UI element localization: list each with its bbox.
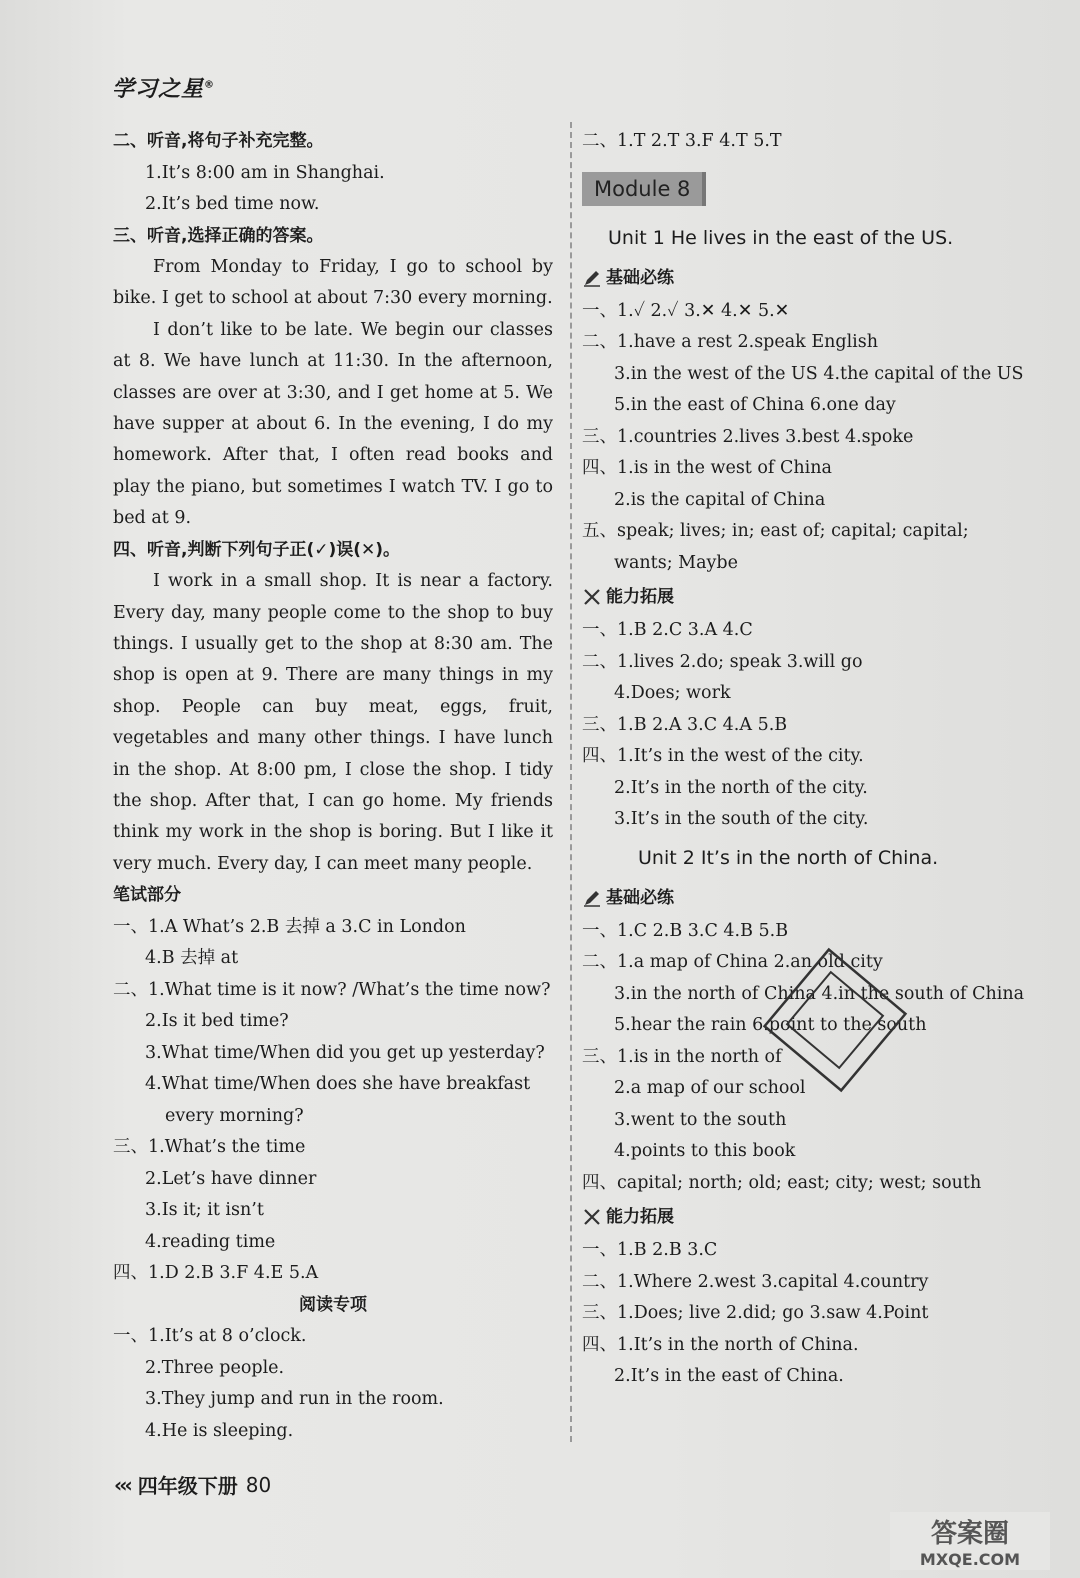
column-divider xyxy=(570,122,572,1442)
answer-line: 一、1.✓ 2.✓ 3.✕ 4.✕ 5.✕ xyxy=(582,300,790,321)
answer-line: 三、1.is in the north of xyxy=(582,1046,782,1067)
answer-line: 一、1.It’s at 8 o’clock. xyxy=(113,1326,307,1347)
module-banner: Module 8 xyxy=(582,172,706,206)
answer-line: 3.Is it; it isn’t xyxy=(145,1200,264,1221)
ink-stamp xyxy=(745,930,925,1110)
basic-practice-heading: 基础必练 xyxy=(582,260,1022,296)
answer-line: 三、1.countries 2.lives 3.best 4.spoke xyxy=(582,426,914,447)
transcript-paragraph: From Monday to Friday, I go to school by bike. I get to school at about 7:30 every morning. xyxy=(113,257,553,309)
extension-heading: 能力拓展 xyxy=(582,579,1022,615)
answer-line: 四、1.It’s in the west of the city. xyxy=(582,746,864,766)
unit-title: Unit 2 It’s in the north of China. xyxy=(638,846,939,869)
grade-label: 四年级下册 xyxy=(137,1474,238,1498)
pencil-icon xyxy=(582,268,602,288)
page-footer xyxy=(114,1470,271,1499)
answer-line: 2.It’s in the north of the city. xyxy=(614,777,868,798)
answer-line: 三、1.B 2.A 3.C 4.A 5.B xyxy=(582,714,788,735)
answer-line: 5.hear the rain 6.point to the south xyxy=(614,1015,927,1035)
answer-line: 2.It’s in the east of China. xyxy=(614,1366,844,1386)
answer-line: 三、1.Does; live 2.did; go 3.saw 4.Point xyxy=(582,1303,929,1323)
chevron-left-icon: ‹‹‹ xyxy=(114,1472,130,1497)
section-heading: 二、听音,将句子补充完整。 xyxy=(113,131,324,151)
answer-line: 四、1.D 2.B 3.F 4.E 5.A xyxy=(113,1263,319,1284)
answer-line: 二、1.What time is it now? /What’s the time now? xyxy=(113,979,551,1000)
answer-line: 2.Is it bed time? xyxy=(145,1011,289,1032)
scissors-icon xyxy=(582,1207,602,1227)
reading-heading: 阅读专项 xyxy=(299,1294,367,1315)
unit-title: Unit 1 He lives in the east of the US. xyxy=(608,226,954,249)
answer-line: 2.a map of our school xyxy=(614,1078,806,1098)
answer-line: 4.reading time xyxy=(145,1231,276,1252)
scissors-icon xyxy=(582,587,602,607)
answer-line: 一、1.A What’s 2.B 去掉 a 3.C in London xyxy=(113,916,466,937)
svg-text:答案圈: 答案圈 xyxy=(930,1519,1010,1549)
answer-line: 4.He is sleeping. xyxy=(145,1420,294,1441)
answer-line: every morning? xyxy=(165,1105,304,1126)
answer-line: 1.It’s 8:00 am in Shanghai. xyxy=(145,162,385,183)
answer-line: 四、capital; north; old; east; city; west; south xyxy=(582,1172,982,1193)
answer-line: 4.points to this book xyxy=(614,1141,796,1161)
brand-logo: 学习之星® xyxy=(112,77,216,102)
page-number: 80 xyxy=(245,1472,272,1497)
transcript-paragraph: I work in a small shop. It is near a factory. Every day, many people come to the shop to buy things. I usually get to the shop at 8:30 am. The shop is open at 9. There are many things in my shop. People can buy meat, eggs, fruit, vegetables and many other things. I have lunch in the shop. At 8:00 pm, I close the shop. I tidy the shop. After that, I can go home. My friends think my work in the shop is boring. But I like it very much. Every day, I can meet many people. xyxy=(113,571,553,874)
answer-line: 一、1.B 2.C 3.A 4.C xyxy=(582,620,753,640)
answer-line: 4.B 去掉 at xyxy=(145,948,239,969)
answer-line: 3.What time/When did you get up yesterday? xyxy=(145,1042,545,1063)
left-column xyxy=(113,126,553,1447)
answer-line: 四、1.is in the west of China xyxy=(582,458,832,478)
answer-line: 2.is the capital of China xyxy=(614,489,826,510)
answer-line: 5.in the east of China 6.one day xyxy=(614,395,896,415)
site-watermark xyxy=(890,1512,1050,1570)
answer-line: 3.It’s in the south of the city. xyxy=(614,809,869,829)
basic-practice-heading: 基础必练 xyxy=(582,880,1022,916)
answer-line: 2.Let’s have dinner xyxy=(145,1168,317,1189)
section-heading: 四、听音,判断下列句子正(✓)误(✕)。 xyxy=(113,539,401,560)
answer-line: wants; Maybe xyxy=(614,552,738,573)
answer-line: 四、1.It’s in the north of China. xyxy=(582,1334,859,1355)
transcript-paragraph: I don’t like to be late. We begin our classes at 8. We have lunch at 11:30. In the afternoon, classes are over at 3:30, and I get home at 5. We have supper at about 6. In the evening, I do my homework. After that, I often read books and play the piano, but sometimes I watch TV. I go to bed at 9. xyxy=(113,319,553,529)
answer-line: 3.went to the south xyxy=(614,1109,787,1130)
answer-line: 3.They jump and run in the room. xyxy=(145,1389,444,1410)
written-part-heading: 笔试部分 xyxy=(113,885,181,906)
answer-line: 二、1.T 2.T 3.F 4.T 5.T xyxy=(582,131,782,151)
answer-line: 4.Does; work xyxy=(614,683,731,703)
section-heading: 三、听音,选择正确的答案。 xyxy=(113,225,324,246)
answer-line: 二、1.a map of China 2.an old city xyxy=(582,952,883,972)
extension-heading: 能力拓展 xyxy=(582,1199,1022,1235)
answer-line: 一、1.C 2.B 3.C 4.B 5.B xyxy=(582,920,789,941)
answer-line: 2.Three people. xyxy=(145,1357,285,1378)
answer-line: 一、1.B 2.B 3.C xyxy=(582,1240,718,1260)
answer-line: 五、speak; lives; in; east of; capital; capital; xyxy=(582,521,969,541)
answer-line: 2.It’s bed time now. xyxy=(145,194,320,214)
answer-line: 二、1.lives 2.do; speak 3.will go xyxy=(582,651,863,672)
pencil-icon xyxy=(582,888,602,908)
answer-line: 3.in the north of China 4.in the south of China xyxy=(614,983,1025,1004)
right-column xyxy=(582,126,1025,1393)
answer-line: 二、1.Where 2.west 3.capital 4.country xyxy=(582,1271,929,1292)
answer-line: 3.in the west of the US 4.the capital of the US xyxy=(614,363,1024,384)
answer-line: 三、1.What’s the time xyxy=(113,1137,306,1158)
answer-line: 4.What time/When does she have breakfast xyxy=(145,1074,531,1095)
answer-line: 二、1.have a rest 2.speak English xyxy=(582,332,879,352)
svg-text:MXQE.COM: MXQE.COM xyxy=(919,1550,1021,1569)
